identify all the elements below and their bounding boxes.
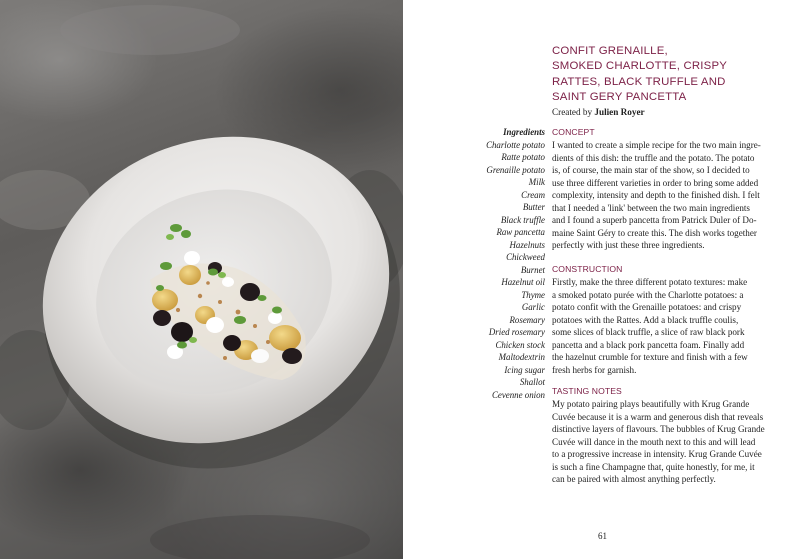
concept-text [552,139,792,252]
recipe-title-line: CONFIT GRENAILLE, [552,45,668,57]
text-line: is such a fine Champagne that, quite honestly, for me, it [552,461,755,472]
page-number: 61 [598,531,607,541]
concept-heading: CONCEPT [552,127,595,137]
recipe-title-line: SAINT GERY PANCETTA [552,91,687,104]
ingredient-item: Garlic [521,302,545,312]
text-line: fresh herbs for garnish. [552,364,637,375]
text-line: My potato pairing plays beautifully with Krug Grande [552,399,750,409]
construction-text [552,276,792,376]
recipe-title-line: RATTES, BLACK TRUFFLE AND [552,75,726,88]
ingredient-item: Chicken stock [495,339,545,350]
text-line: Cuvée will dance in the mouth next to this and will lead [552,436,756,447]
text-line: pancetta and a black pork pancetta foam. Finally add [552,339,745,350]
ingredient-item: Maltodextrin [498,352,545,362]
text-line: potato confit with the Grenaille potatoes: and crispy [552,302,742,312]
text-line: Firstly, make the three different potato textures: make [552,277,748,287]
recipe-page [403,0,803,559]
ingredient-item: Charlotte potato [486,139,545,150]
created-by-label: Created by [552,107,593,117]
ingredient-item: Hazelnut oil [501,277,545,287]
text-line: that I needed a 'link' between the two main ingredients [552,202,750,213]
text-line: and I found a superb pancetta from Patrick Duler of Do- [552,215,757,225]
ingredients-heading: Ingredients [503,127,545,137]
tasting-notes-heading: TASTING NOTES [552,386,622,396]
recipe-title-line: SMOKED CHARLOTTE, CRISPY [552,60,728,73]
ingredient-item: Burnet [520,264,545,275]
ingredient-item: Butter [522,202,545,212]
ingredients-list [486,126,545,401]
text-line: use three different varieties in order to bring some added [552,177,759,188]
ingredient-item: Hazelnuts [509,239,545,250]
text-line: complexity, intensity and depth to the finished dish. I felt [552,190,760,200]
ingredient-item: Grenaille potato [486,164,545,175]
ingredient-item: Raw pancetta [496,227,545,237]
ingredient-item: Dried rosemary [488,327,545,337]
text-line: the hazelnut crumble for texture and finish with a few [552,352,748,362]
text-line: potatoes with the Rattes. Add a black truffle coulis, [552,314,739,325]
construction-heading: CONSTRUCTION [552,264,623,274]
ingredient-item: Black truffle [500,214,545,225]
text-line: I wanted to create a simple recipe for the two main ingre- [552,140,761,150]
ingredient-item: Milk [528,177,545,187]
ingredient-item: Chickweed [506,252,545,262]
tasting-notes-text [552,398,792,486]
ingredient-item: Ratte potato [501,152,545,162]
text-line: distinctive layers of flavours. The bubbles of Krug Grande [552,424,765,434]
text-line: perfectly with just these three ingredients. [552,240,705,250]
ingredient-item: Cevenne onion [492,389,545,400]
recipe-credit [552,107,645,117]
text-line: can be paired with almost anything perfectly. [552,474,716,484]
text-line: dients of this dish: the truffle and the potato. The potato [552,152,755,163]
ingredient-item: Cream [521,189,545,200]
text-line: some slices of black truffle, a slice of raw black pork [552,327,745,337]
ingredient-item: Rosemary [509,314,545,325]
ingredient-item: Shallot [519,377,545,387]
ingredient-item: Icing sugar [504,364,545,375]
text-line: maine Saint Géry to create this. The dish works together [552,227,757,238]
ingredient-item: Thyme [521,289,545,300]
text-line: a smoked potato purée with the Charlotte potatoes: a [552,289,744,300]
recipe-title [552,44,792,106]
text-line: is, of course, the main star of the show, so I decided to [552,165,750,175]
text-line: Cuvée because it is a warm and generous dish that reveals [552,411,764,422]
chef-name: Julien Royer [594,107,645,117]
text-line: to a progressive increase in intensity. Krug Grande Cuvée [552,449,762,459]
